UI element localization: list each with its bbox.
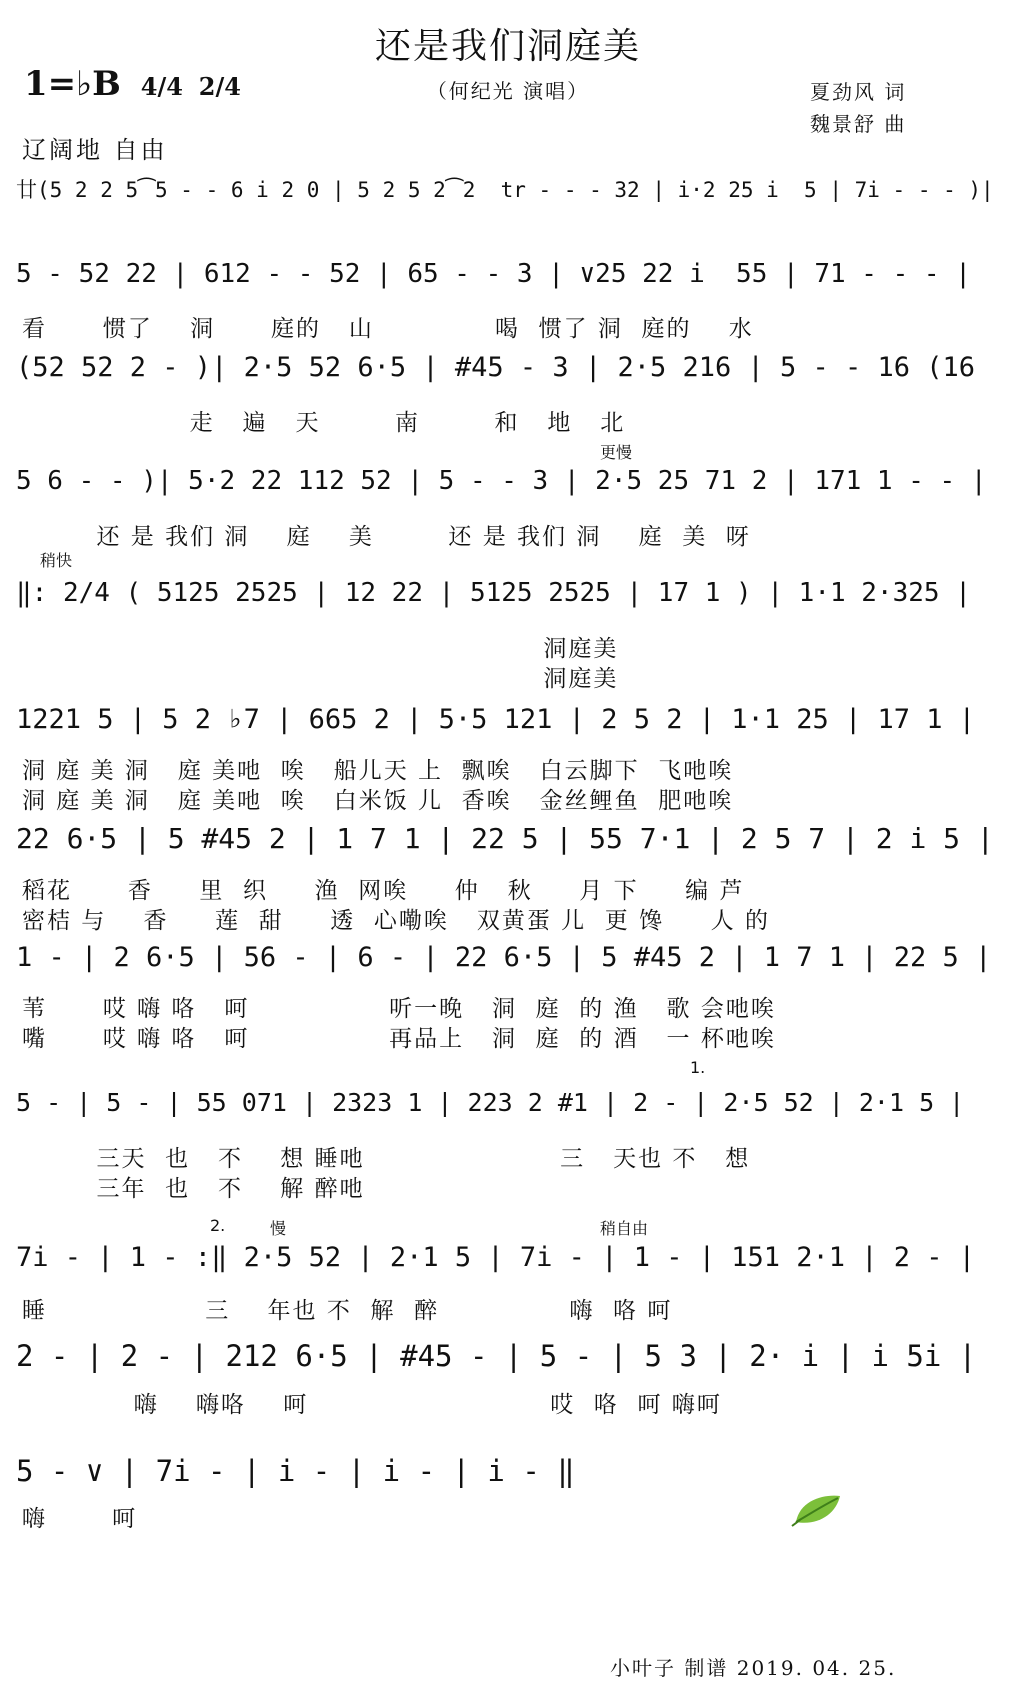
notation-line: 2 - | 2 - | 212 6·5 | #45 - | 5 - | 5 3 | 2· i | i 5i | [16, 1339, 977, 1373]
staff-row [0, 818, 1016, 868]
notation-line: 5 - ∨ | 7i - | i - | i - | i - ‖ [16, 1454, 575, 1488]
notation-line: 5 - 52 22 | 612 - - 52 | 65 - - 3 | ∨25 22 i 55 | 71 - - - | [16, 259, 971, 289]
composer-credit: 魏景舒 曲 [810, 112, 907, 136]
song-title: 还是我们洞庭美 [374, 26, 641, 67]
lyric-line: 嗨 嗨咯 呵 哎 咯 呵 嗨呵 [22, 1392, 722, 1418]
key-label: 1=♭B [24, 64, 121, 104]
lyric-line: 洞庭美 [22, 666, 619, 692]
tempo-mark-somewhat-free: 稍自由 [600, 1219, 649, 1238]
lyric-line: 苇 哎 嗨 咯 呵 听一晚 洞 庭 的 渔 歌 会吔唉 [22, 996, 776, 1022]
staff-row [0, 938, 1016, 988]
staff-row [0, 255, 1016, 305]
transcriber-credit: 小叶子 制谱 2019. 04. 25. [610, 1656, 897, 1680]
lyric-line: 睡 三 年也 不 解 醉 嗨 咯 呵 [22, 1298, 673, 1324]
performer-subtitle: （何纪光 演唱） [426, 79, 590, 103]
staff-row [0, 1238, 1016, 1288]
tempo-mark-slow: 慢 [270, 1219, 287, 1238]
notation-line: 1221 5 | 5 2 ♭7 | 665 2 | 5·5 121 | 2 5 2 | 1·1 25 | 17 1 | [16, 704, 976, 735]
staff-row [0, 1084, 1016, 1134]
lyric-line: 还 是 我们 洞 庭 美 还 是 我们 洞 庭 美 呀 [22, 524, 751, 550]
lyric-line: 洞庭美 [22, 636, 619, 662]
notation-line: 1 - | 2 6·5 | 56 - | 6 - | 22 6·5 | 5 #45 2 | 1 7 1 | 22 5 | [16, 942, 992, 973]
staff-row [0, 348, 1016, 398]
tempo-mark-faster: 稍快 [40, 551, 73, 570]
staff-row [0, 1450, 1016, 1500]
key-signature [24, 64, 241, 104]
lyric-line: 稻花 香 里 织 渔 网唉 仲 秋 月 下 编 芦 [22, 878, 745, 904]
notation-line: 22 6·5 | 5 #45 2 | 1 7 1 | 22 5 | 55 7·1 | 2 5 7 | 2 i 5 | [16, 822, 994, 855]
leaf-icon [790, 1490, 846, 1530]
staff-row [0, 462, 1016, 512]
notation-line: 廿(5 2 2 5⁀5 - - 6 i 2 0 | 5 2 5 2⁀2 tr - - - 32 | i·2 25 i 5 | 7i - - - )| [16, 178, 994, 202]
volta-2: 2. [210, 1216, 226, 1235]
lyric-line: 嘴 哎 嗨 咯 呵 再品上 洞 庭 的 酒 一 杯吔唉 [22, 1026, 776, 1052]
lyric-line: 密桔 与 香 莲 甜 透 心嘞唉 双黄蛋 儿 更 馋 人 的 [22, 908, 770, 934]
staff-row [0, 574, 1016, 624]
staff-row [0, 700, 1016, 750]
staff-row [0, 170, 1016, 220]
lyric-line: 看 惯了 洞 庭的 山 喝 惯了 洞 庭的 水 [22, 316, 754, 342]
lyric-line: 洞 庭 美 洞 庭 美吔 唉 船儿天 上 飘唉 白云脚下 飞吔唉 [22, 758, 734, 784]
volta-1: 1. [690, 1058, 706, 1077]
time-signature-1: 4/4 [140, 72, 183, 101]
notation-line: 5 - | 5 - | 55 071 | 2323 1 | 223 2 #1 | 2 - | 2·5 52 | 2·1 5 | [16, 1088, 965, 1117]
notation-line: 5 6 - - )| 5·2 22 112 52 | 5 - - 3 | 2·5 25 71 2 | 171 1 - - | [16, 466, 987, 496]
lyric-line: 走 遍 天 南 和 地 北 [22, 410, 626, 436]
tempo-marking: 辽阔地 自由 [22, 136, 168, 164]
notation-line: (52 52 2 - )| 2·5 52 6·5 | #45 - 3 | 2·5 216 | 5 - - 16 (16 [16, 352, 976, 383]
lyricist-credit: 夏劲风 词 [810, 80, 907, 104]
lyric-line: 洞 庭 美 洞 庭 美吔 唉 白米饭 儿 香唉 金丝鲤鱼 肥吔唉 [22, 788, 734, 814]
notation-line: 7i - | 1 - :‖ 2·5 52 | 2·1 5 | 7i - | 1 - | 151 2·1 | 2 - | [16, 1242, 976, 1273]
lyric-line: 嗨 呵 [22, 1506, 138, 1532]
tempo-mark-more-slow: 更慢 [600, 443, 633, 462]
staff-row [0, 1335, 1016, 1385]
time-signature-2: 2/4 [198, 72, 241, 101]
lyric-line: 三年 也 不 解 醉吔 [22, 1176, 365, 1202]
lyric-line: 三天 也 不 想 睡吔 三 天也 不 想 [22, 1146, 751, 1172]
notation-line: ‖: 2/4 ( 5125 2525 | 12 22 | 5125 2525 | 17 1 ) | 1·1 2·325 | [16, 578, 971, 608]
